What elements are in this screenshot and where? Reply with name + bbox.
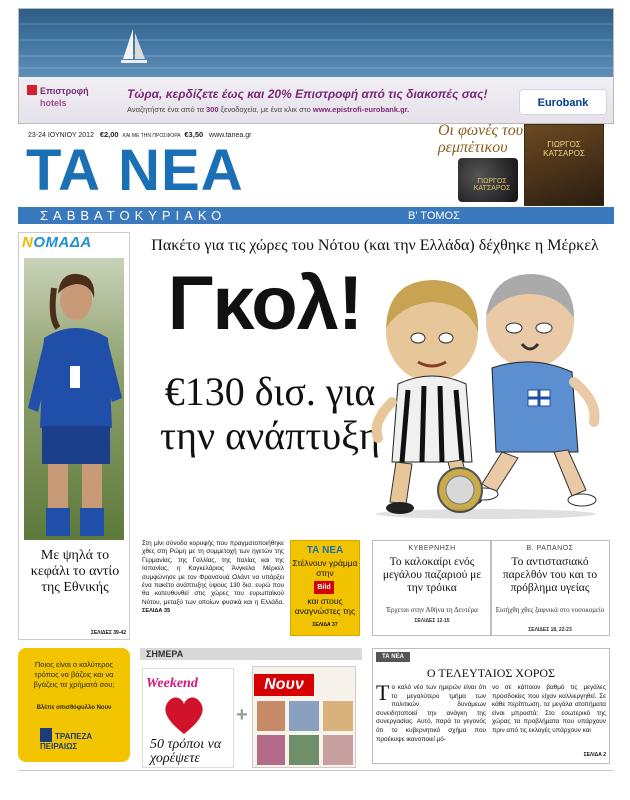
ad-subtitle [127,105,527,114]
top-banner-ad[interactable] [18,8,614,124]
merkel-samaras-cartoon [362,262,610,522]
volume-label: Β' ΤΟΜΟΣ [408,210,460,222]
nomada-page-ref: ΣΕΛΙΔΕΣ 39-42 [90,630,126,636]
noun-magazine-logo: Νουν [254,674,314,696]
brand-square-icon [27,85,37,95]
newspaper-title: ΤΑ ΝΕΑ [26,138,244,203]
issue-date: 23-24 ΙΟΥΝΙΟΥ 2012 [28,132,94,139]
ad-sub-count: 300 [206,105,219,114]
cd-label: ΓΙΩΡΓΟΣ ΚΑΤΣΑΡΟΣ [473,178,511,192]
today-label: ΣΗΜΕΡΑ [146,649,184,659]
offer-label: ΚΑΙ ΜΕ ΤΗΝ ΠΡΟΣΦΟΡΑ [122,133,181,139]
editorial-title: Ο ΤΕΛΕΥΤΑΙΟΣ ΧΟΡΟΣ [426,666,556,680]
box1-kicker: ΚΥΒΕΡΝΗΣΗ [408,545,456,552]
ad-title: Τώρα, κερδίζετε έως και 20% Επιστροφή από τις διακοπές σας! [127,87,488,101]
sea-photo [19,9,614,77]
piraeus-bank-logo [40,728,118,751]
weekend-cover-line: 50 τρόποι να χορέψετε [150,737,222,766]
offer-price: €3,50 [184,130,204,139]
box1-ref: ΣΕΛΙΔΕΣ 12-15 [414,618,450,624]
ad-sub-mid: ξενοδοχεία, με ένα κλικ στο [220,105,311,114]
editorial-column-2: νο σε κάποιον βαθμό τις μεγάλες προσδοκίες που είχαν καλλιεργηθεί. Σε κάθε περίπτωση, τα μεγάλα ατοπήματα είναι μπροστά: Στο εσωτερικό της χώρας τα προβλήματα που υπάρχουν πριν από τις εκλογές υπάρχουν και [492,684,606,734]
book-cover [524,124,604,206]
editorial-column-1 [376,680,486,744]
weekend-magazine-logo: Weekend [146,676,198,691]
drop-cap: Τ [376,680,390,705]
site-url[interactable]: www.tanea.gr [209,132,252,139]
box2-ref: ΣΕΛΙΔΕΣ 18, 22-23 [528,627,572,633]
bank-logo-text: ΤΡΑΠΕΖΑ ΠΕΙΡΑΙΩΣ [40,732,93,751]
book-title: ΓΙΩΡΓΟΣ ΚΑΤΣΑΡΟΣ [543,140,585,158]
sailboat-icon [119,27,149,67]
yellow-box-ref: ΣΕΛΙΔΑ 37 [312,622,338,628]
edition-label: ΣΑΒΒΑΤΟΚΥΡΙΑΚΟ [40,208,227,223]
nomada-logo-n: N [22,234,34,251]
box1-body: Έρχεται στην Αθήνα τη Δευτέρα [386,606,478,614]
editorial-ref: ΣΕΛΙΔΑ 2 [583,752,606,758]
nomada-logo [22,234,92,251]
ad-sub-pre: Αναζητήστε ένα από τα [127,105,204,114]
ad-logo-line1: Επιστροφή [40,86,89,96]
bank-mark-icon [40,728,52,742]
main-subhead: Πακέτο για τις χώρες του Νότου (και την Ελλάδα) δέχθηκε η Μέρκελ [151,237,599,254]
bottom-divider [18,770,614,771]
box2-body: Εισήχθη χθες ξαφνικά στο νοσοκομείο [495,606,605,614]
issue-price: €2,00 [99,130,119,139]
promo-title: Οι φωνές του ρεμπέτικου [438,122,524,156]
epistrofi-logo [27,85,119,119]
box1-title: Το καλοκαίρι ενός μεγάλου παζαριού με την τρόικα [382,556,482,594]
main-headline: Γκολ! [167,261,363,346]
main-article-text: Στη μίνι σύνοδο κορυφής που πραγματοποιήθηκε χθες στη Ρώμη με τη συμμετοχή των ηγετών της Γερμανίας, της Γαλλίας, της Ιταλίας και της Ισπανίας, η Καγκελάριος Άνγκελα Μέρκελ συμφώνησε με τον Φρανσουά Ολάντ να υπάρξει ένα πακέτο ανάπτυξης ύψους 130 δισ. ευρώ που θα κατευθυνθεί στις χώρες του ευρωπαϊκού Νότου, μεταξύ των οποίων φυσικά και η Ελλάδα. [142,540,284,606]
ad-logo-line2: hotels [40,98,67,108]
box2-title: Το αντιστασιακό παρελθόν του και το πρόβλημα υγείας [502,556,598,594]
yellow-box-text2: και στους αναγνώστες της [294,596,356,616]
main-article [142,540,284,616]
editorial-tag: ΤΑ ΝΕΑ [376,652,410,662]
plus-icon: + [236,704,248,726]
eurobank-logo: Eurobank [519,89,607,115]
nomada-caption: Με ψηλά το κεφάλι το αντίο της Εθνικής [30,548,120,595]
ad-strip [19,77,614,124]
bild-logo: Bild [314,581,334,594]
heart-icon [162,694,206,736]
main-deck: €130 δισ. για την ανάπτυξη [160,369,380,458]
nomada-logo-rest: ΟΜΑΔΑ [33,234,92,251]
footballer-photo [24,258,124,540]
yellow-box-text1: Στέλνουν γράμμα στην [292,558,358,578]
main-article-ref: ΣΕΛΙΔΑ 35 [142,608,171,615]
yellow-box-logo: ΤΑ ΝΕΑ [306,545,344,556]
box2-kicker: Β. ΡΑΠΑΝΟΣ [526,545,574,552]
ad-url-link[interactable]: www.epistrofi-eurobank.gr. [312,105,410,114]
bank-ad-subtext: Βλέπε οπισθόφυλλο Νουν [36,705,112,711]
bank-ad-text: Ποιος είναι ο καλύτερος τρόπος να βάζεις και να βγάζεις τα χρήματά σου; [33,660,115,689]
footballer-illustration [24,258,124,540]
editorial-text-1: ο καλό νέο των ημερών είναι ότι το μεγαλύτερο τμήμα των πολιτικών δυνάμεων συνειδητοποιεί την ανάγκη της συνεργασίας. Αυτό, παρά το γεγονός ότι το κυβερνητικό σχήμα που προέκυψε ικανοποιεί μό- [376,684,486,743]
